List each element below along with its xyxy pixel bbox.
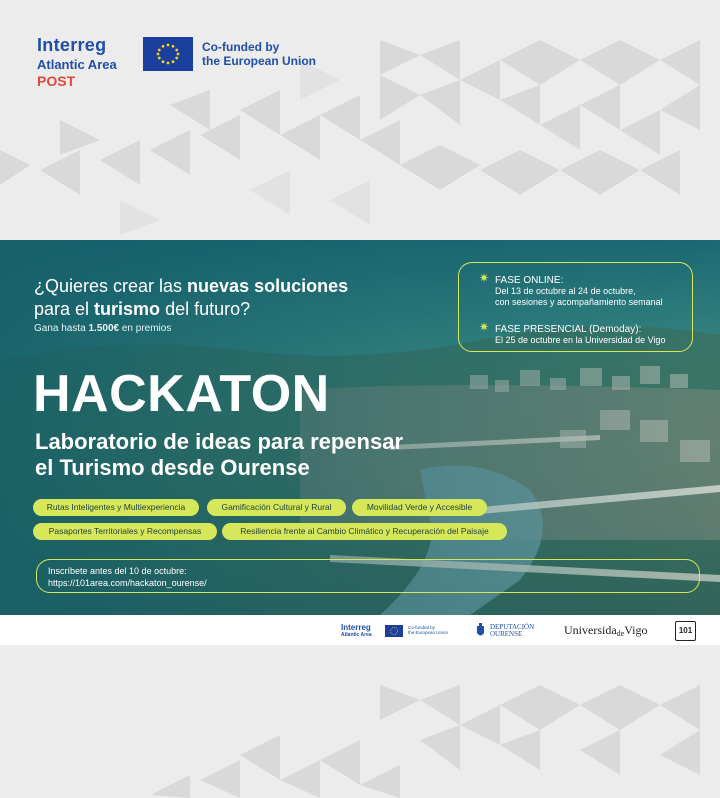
phase-online-detail: con sesiones y acompañamiento semanal <box>495 297 663 307</box>
topic-tag: Gamificación Cultural y Rural <box>207 499 346 516</box>
question-line-1: ¿Quieres crear las nuevas soluciones <box>34 276 349 296</box>
eu-cofunded-text <box>202 40 316 68</box>
footer-interreg-title: Interreg <box>341 623 371 632</box>
topic-tag: Pasaportes Territoriales y Recompensas <box>33 523 217 540</box>
interreg-logo-area: Atlantic Area <box>37 57 117 72</box>
eu-flag-icon <box>143 37 193 71</box>
topic-tag: Resiliencia frente al Cambio Climático y Recuperación del Paisaje <box>222 523 507 540</box>
footer-deputacion-logo: DEPUTACIÓN OURENSE <box>490 623 535 638</box>
subtitle-line-1: Laboratorio de ideas para repensar <box>35 429 404 454</box>
triangle-pattern-bottom <box>0 645 720 798</box>
footer-101-logo: 101 <box>675 621 696 641</box>
interreg-logo-post: POST <box>37 73 76 89</box>
phase-presencial-title: FASE PRESENCIAL (Demoday): <box>495 324 642 335</box>
prize-text: Gana hasta 1.500€ en premios <box>34 323 172 334</box>
ourense-crest-icon <box>476 623 485 638</box>
phase-online-dates: Del 13 de octubre al 24 de octubre, <box>495 286 636 296</box>
phase-presencial-detail: El 25 de octubre en la Universidad de Vigo <box>495 335 666 345</box>
footer-interreg-area: Atlantic Area <box>341 632 372 638</box>
sun-icon: ✷ <box>479 271 490 285</box>
eu-cofunded-line1: Co-funded by <box>202 40 280 54</box>
hackaton-poster <box>0 240 720 645</box>
sponsor-footer <box>0 615 720 645</box>
phases-box <box>458 262 693 352</box>
footer-eu-text: Co-funded by the European Union <box>408 625 449 635</box>
interreg-logo <box>37 36 117 88</box>
footer-interreg-logo <box>341 624 372 638</box>
phase-online <box>479 271 663 308</box>
question-line-2: para el turismo del futuro? <box>34 299 251 319</box>
registration-deadline: Inscríbete antes del 10 de octubre: <box>48 566 187 576</box>
subtitle-line-2: el Turismo desde Ourense <box>35 455 310 480</box>
sun-icon: ✷ <box>479 320 490 334</box>
phase-online-title: FASE ONLINE: <box>495 275 564 286</box>
eu-flag-icon <box>385 625 403 637</box>
footer-uvigo-logo: UniversidadeVigo <box>564 623 648 638</box>
topic-tag: Rutas Inteligentes y Multiexperiencia <box>33 499 199 516</box>
phase-presencial <box>479 320 666 346</box>
headline: HACKATON <box>33 365 330 423</box>
eu-cofunded-line2: the European Union <box>202 54 316 68</box>
interreg-logo-title: Interreg <box>37 35 107 55</box>
topic-tag: Movilidad Verde y Accesible <box>352 499 487 516</box>
registration-link[interactable]: https://101area.com/hackaton_ourense/ <box>48 578 207 588</box>
registration-box <box>36 559 700 593</box>
